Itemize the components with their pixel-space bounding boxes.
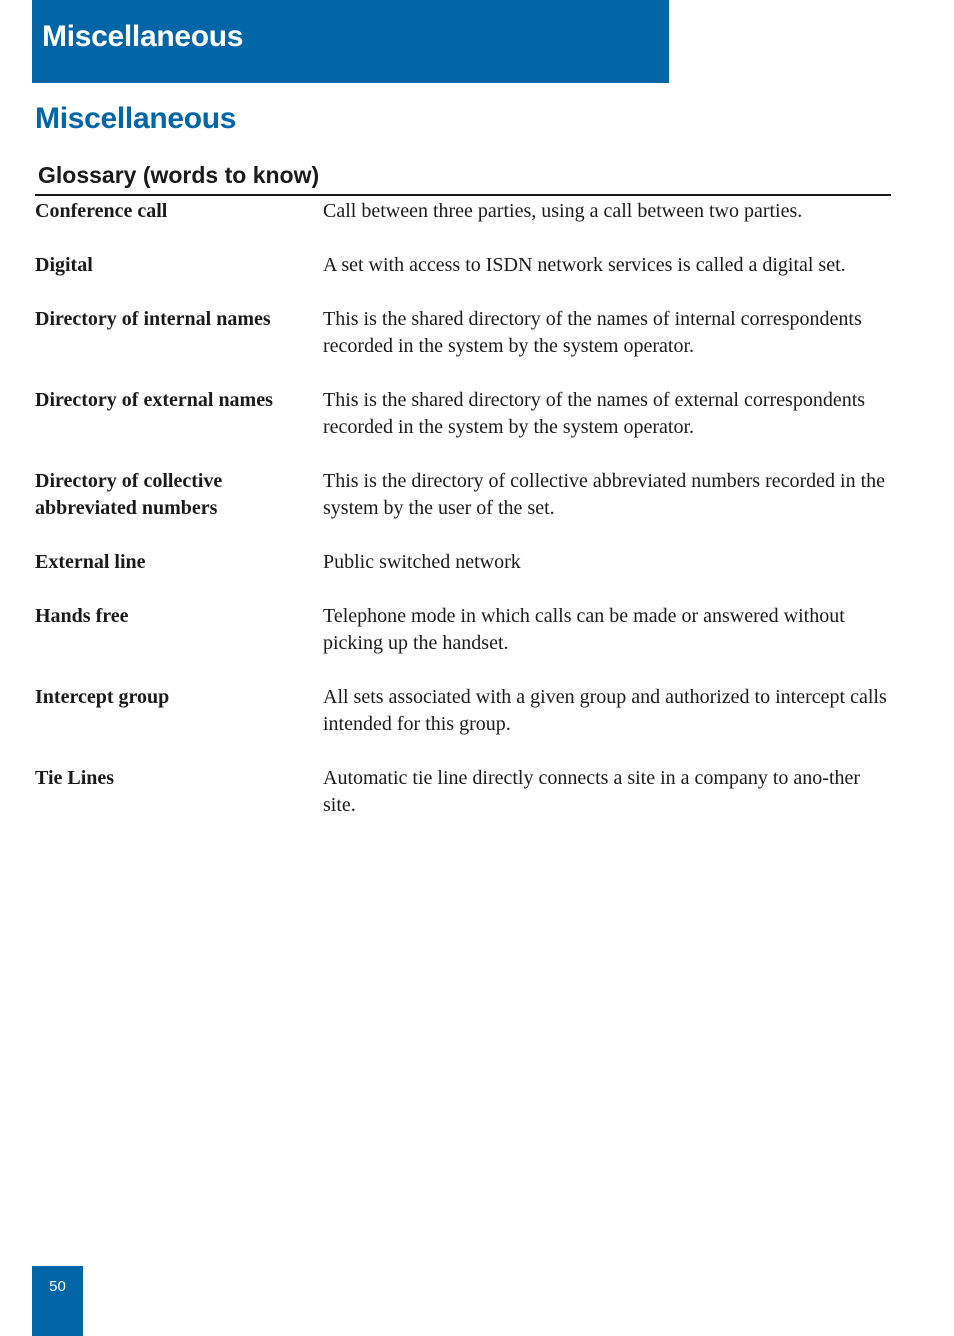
- header-title: Miscellaneous: [42, 20, 244, 53]
- glossary-entry: [35, 306, 895, 360]
- glossary-definition: Public switched network: [323, 551, 521, 573]
- glossary-term: Digital: [35, 254, 93, 276]
- glossary-term: Directory of internal names: [35, 308, 271, 330]
- header-band: [32, 0, 669, 83]
- glossary-entry: [35, 252, 895, 279]
- glossary-entry: [35, 765, 895, 819]
- page-number-tab: [32, 1266, 83, 1336]
- glossary-entry: [35, 603, 895, 657]
- glossary-list: [35, 198, 895, 846]
- glossary-definition: Automatic tie line directly connects a site in a company to ano-ther site.: [323, 767, 861, 816]
- glossary-heading: Glossary (words to know): [38, 162, 320, 188]
- glossary-entry: [35, 198, 895, 225]
- glossary-definition: All sets associated with a given group and authorized to intercept calls intended for this group.: [323, 686, 887, 735]
- section-title: Miscellaneous: [35, 102, 237, 135]
- glossary-term: External line: [35, 551, 146, 573]
- glossary-definition: This is the shared directory of the names of external correspondents recorded in the system by the system operator.: [323, 389, 866, 438]
- glossary-entry: [35, 549, 895, 576]
- glossary-term: Intercept group: [35, 686, 170, 708]
- glossary-definition: This is the shared directory of the names of internal correspondents recorded in the system by the system operator.: [323, 308, 862, 357]
- glossary-entry: [35, 468, 895, 522]
- glossary-term: Hands free: [35, 605, 129, 627]
- glossary-term: Directory of external names: [35, 389, 273, 411]
- glossary-entry: [35, 387, 895, 441]
- glossary-term: Directory of collective abbreviated numbers: [35, 470, 223, 519]
- glossary-definition: Telephone mode in which calls can be made or answered without picking up the handset.: [323, 605, 845, 654]
- glossary-term: Conference call: [35, 200, 168, 222]
- glossary-definition: Call between three parties, using a call between two parties.: [323, 200, 803, 222]
- glossary-entry: [35, 684, 895, 738]
- page-number: 50: [49, 1278, 66, 1295]
- glossary-definition: A set with access to ISDN network services is called a digital set.: [323, 254, 846, 276]
- glossary-definition: This is the directory of collective abbreviated numbers recorded in the system by the user of the set.: [323, 470, 886, 519]
- heading-divider: [35, 194, 891, 196]
- glossary-term: Tie Lines: [35, 767, 115, 789]
